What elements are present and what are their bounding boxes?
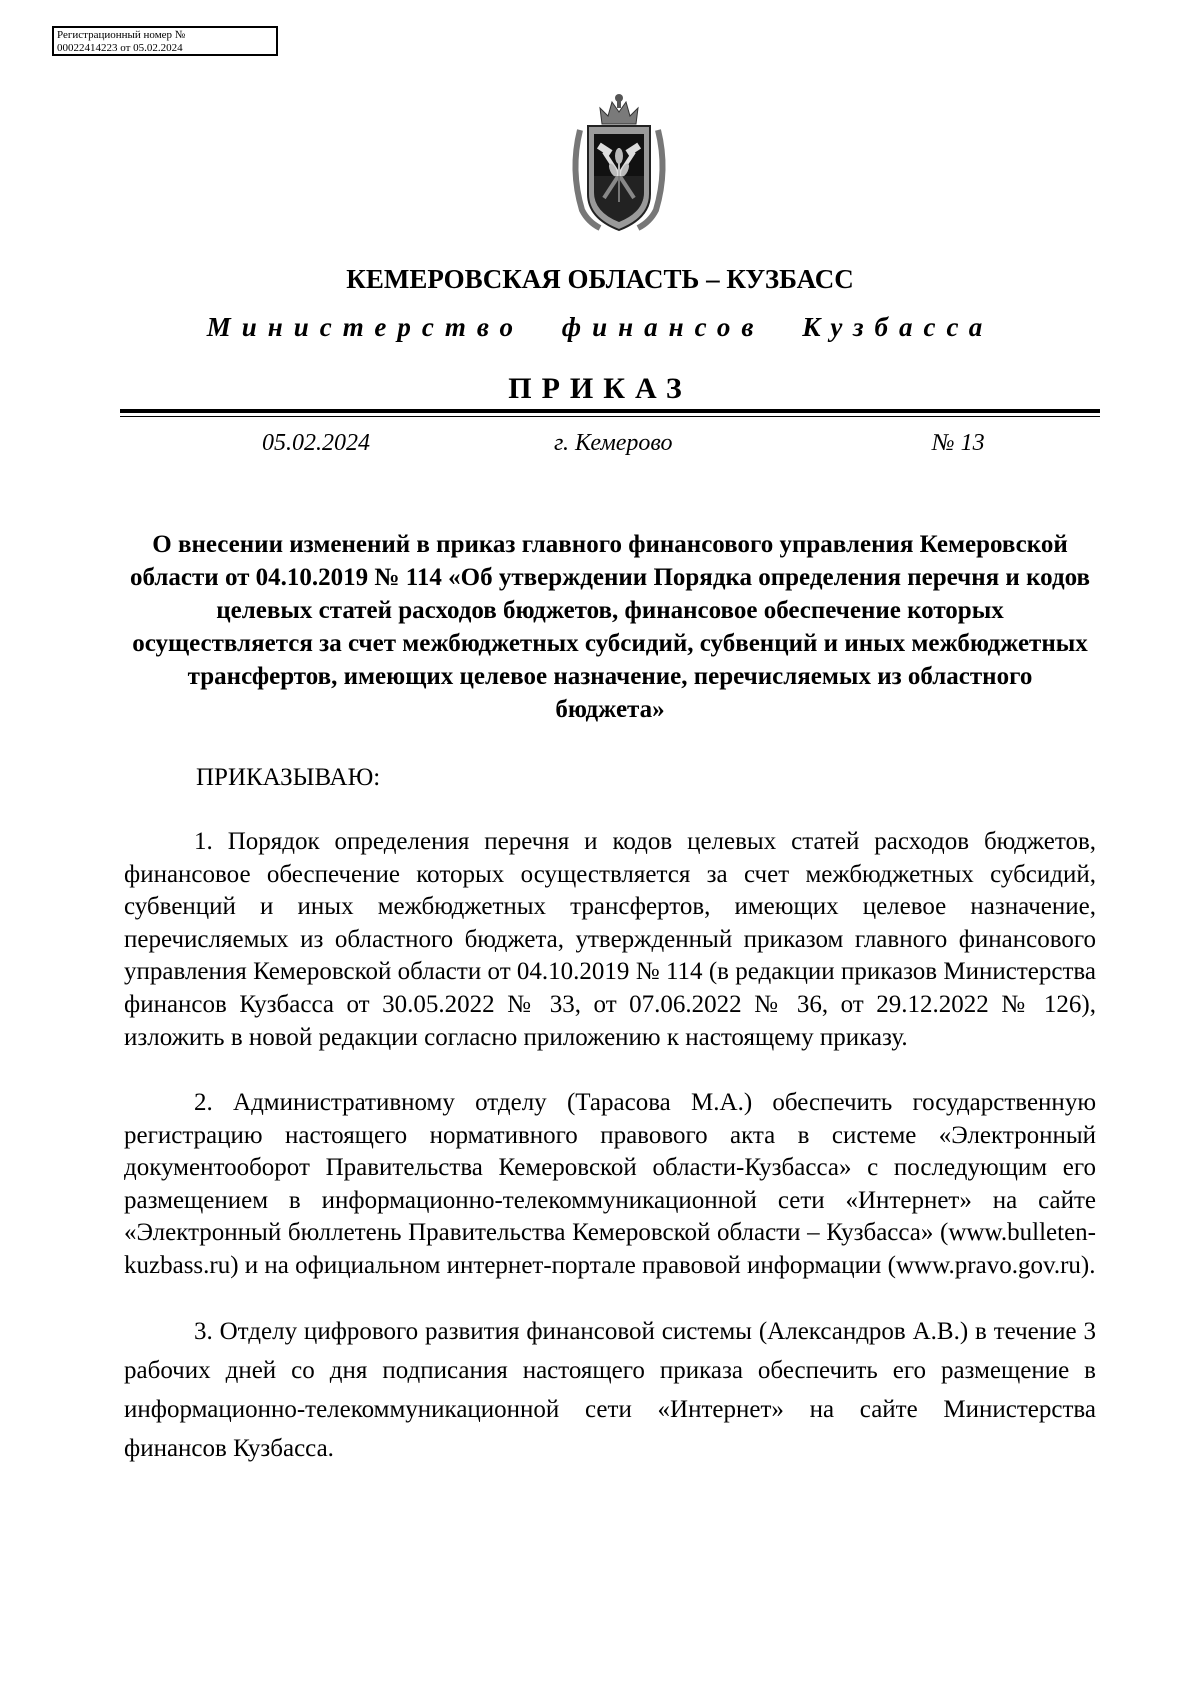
registration-number: 00022414223 от 05.02.2024: [57, 42, 183, 54]
paragraph-1-text: 1. Порядок определения перечня и кодов целевых статей расходов бюджетов, финансовое обеспечение которых осуществляется за счет межбюджетных субсидий, субвенций и иных межбюджетных трансфертов, имеющих целевое назначение, перечисляемых из областного бюджета, утвержденный приказом главного финансового управления Кемеровской области от 04.10.2019 № 114 (в редакции приказов Министерства финансов Кузбасса от 30.05.2022 № 33, от 07.06.2022 № 36, от 29.12.2022 № 126), изложить в новой редакции согласно приложению к настоящему приказу.: [124, 828, 1096, 1051]
paragraph-3-text: 3. Отделу цифрового развития финансовой системы (Александров А.В.) в течение 3 рабочих дней со дня подписания настоящего приказа обеспечить его размещение в информационно-телекоммуникационной сети «Интернет» на сайте Министерства финансов Кузбасса.: [124, 1318, 1096, 1462]
header-divider-thick: [120, 409, 1100, 413]
ministry-name: Министерство финансов Кузбасса: [206, 312, 994, 342]
order-city: г. Кемерово: [554, 430, 673, 456]
paragraph-2-text: 2. Административному отделу (Тарасова М.А.) обеспечить государственную регистрацию настоящего нормативного правового акта в системе «Электронный документооборот Правительства Кемеровской области-Кузбасса» с последующим его размещением в информационно-телекоммуникационной сети «Интернет» на сайте «Электронный бюллетень Правительства Кемеровской области – Кузбасса» (www.bulleten-kuzbass.ru) и на официальном интернет-портале правовой информации (www.pravo.gov.ru).: [124, 1089, 1096, 1279]
order-directive: ПРИКАЗЫВАЮ:: [196, 764, 381, 791]
paragraph-3: [124, 1312, 1096, 1468]
order-title: О внесении изменений в приказ главного финансового управления Кемеровской области от 04.10.2019 № 114 «Об утверждении Порядка определения перечня и кодов целевых статей расходов бюджетов, финансовое обеспечение которых осуществляется за счет межбюджетных субсидий, субвенций и иных межбюджетных трансфертов, имеющих целевое назначение, перечисляемых из областного бюджета»: [130, 531, 1090, 723]
order-number: № 13: [932, 430, 985, 456]
order-date: 05.02.2024: [262, 430, 370, 456]
registration-label: Регистрационный номер №: [57, 29, 186, 41]
paragraph-1: [124, 826, 1096, 1054]
paragraph-2: [124, 1087, 1096, 1283]
region-name: КЕМЕРОВСКАЯ ОБЛАСТЬ – КУЗБАСС: [346, 264, 854, 294]
document-type: ПРИКАЗ: [508, 372, 692, 405]
header-divider-thin: [120, 416, 1100, 417]
kuzbass-coat-of-arms-icon: [566, 90, 672, 238]
registration-stamp: [52, 26, 278, 56]
